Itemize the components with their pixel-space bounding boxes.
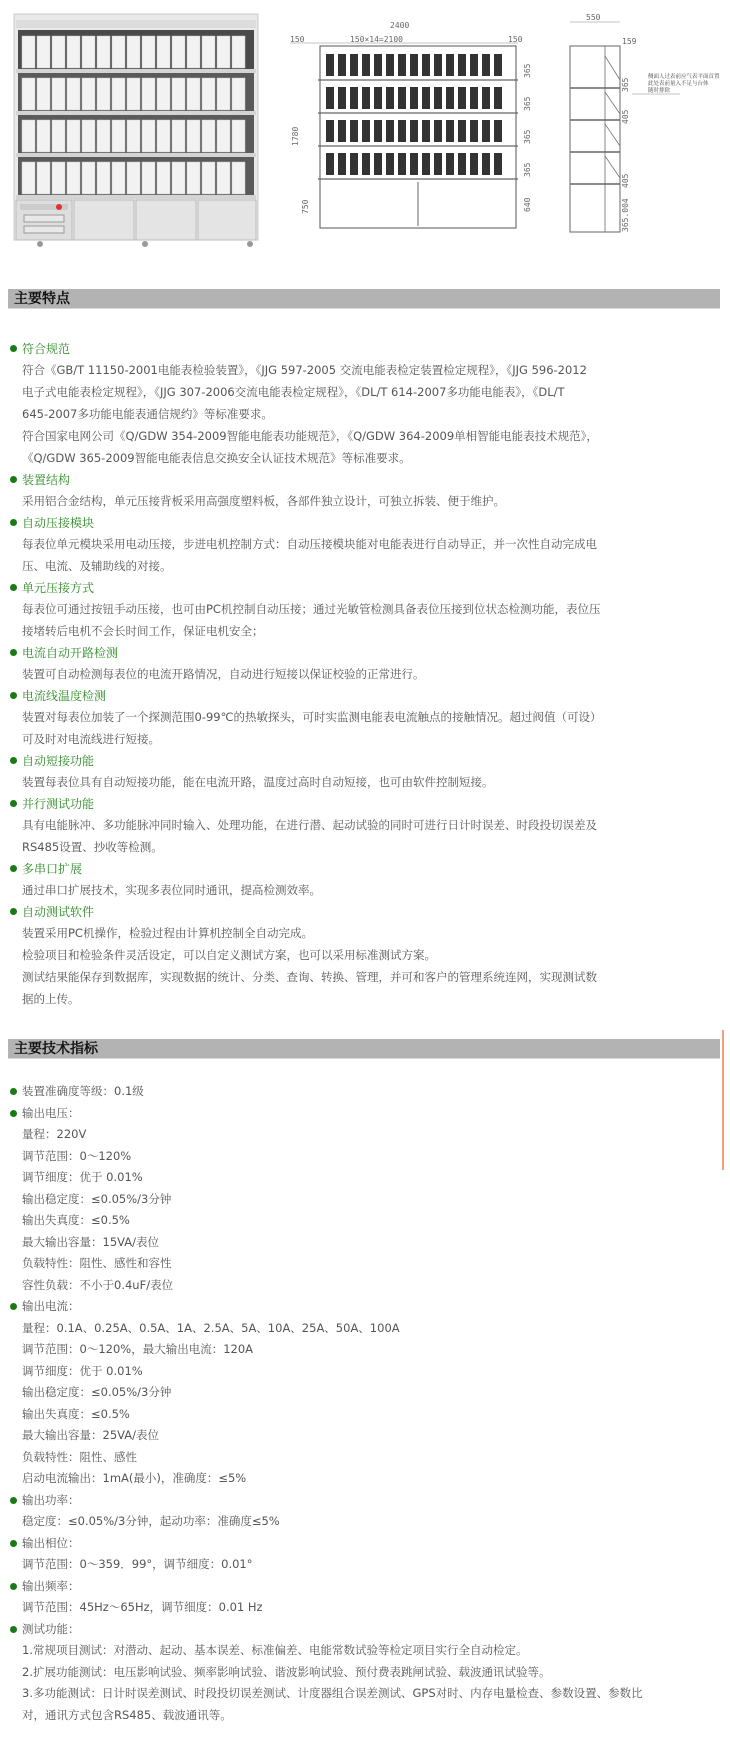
spec-line: 调节范围：0～120%，最大输出电流：120A	[22, 1342, 254, 1356]
feature-item	[8, 858, 728, 901]
feature-text: 装置对每表位加装了一个探测范围0-99℃的热敏探头，可时实监测电能表电流触点的接触情况。超过阀值（可设）	[22, 710, 602, 724]
svg-text:365: 365	[523, 129, 532, 144]
spec-line: 启动电流输出：1mA(最小)，准确度：≤5%	[22, 1471, 247, 1485]
bullet-icon	[10, 519, 17, 526]
feature-item	[8, 469, 728, 512]
feature-text: 每表位单元模块采用电动压接，步进电机控制方式：自动压接模块能对电能表进行自动导正，并一次性自动完成电	[22, 537, 597, 551]
svg-text:365.004: 365.004	[621, 198, 630, 232]
bullet-icon	[10, 1088, 17, 1095]
feature-title: 多串口扩展	[22, 862, 83, 876]
spec-item: 输出功率：	[8, 1490, 728, 1512]
spec-line: 输出稳定度：≤0.05%/3分钟	[22, 1385, 172, 1399]
spec-line: 3.多功能测试：日计时误差测试、时段投切误差测试、计度器组合误差测试、GPS对时、内存电量检查、参数设置、参数比	[22, 1686, 643, 1700]
feature-text: 装置采用PC机操作，检验过程由计算机控制全自动完成。	[22, 926, 313, 940]
svg-text:侧面人过表前应气表平面首置: 侧面人过表前应气表平面首置	[648, 74, 720, 80]
spec-item: 输出相位：	[8, 1533, 728, 1555]
spec-line: 调节细度：优于 0.01%	[22, 1363, 143, 1378]
bullet-icon	[10, 1497, 17, 1504]
feature-item	[8, 642, 728, 685]
svg-text:150: 150	[508, 35, 523, 44]
feature-item	[8, 750, 728, 793]
svg-text:365: 365	[621, 77, 630, 92]
spec-line: 容性负载：不小于0.4uF/表位	[22, 1277, 174, 1292]
feature-text: 具有电能脉冲、多功能脉冲同时输入、处理功能，在进行潜、起动试验的同时可进行日计时误差、时段投切误差及	[22, 818, 597, 832]
spec-item: 输出电流：	[8, 1296, 728, 1318]
feature-text: 接堵转后电机不会长时间工作，保证电机安全；	[22, 624, 264, 638]
feature-text: 检验项目和检验条件灵活设定，可以自定义测试方案，也可以采用标准测试方案。	[22, 948, 436, 962]
bullet-icon	[10, 908, 17, 915]
svg-text:405: 405	[621, 109, 630, 124]
feature-title: 自动压接模块	[22, 516, 95, 530]
feature-title: 并行测试功能	[22, 797, 95, 811]
bullet-icon	[10, 1110, 17, 1117]
spec-line: 最大输出容量：15VA/表位	[22, 1234, 160, 1249]
bullet-icon	[10, 757, 17, 764]
bullet-icon	[10, 1540, 17, 1547]
feature-title: 电流自动开路检测	[22, 646, 119, 660]
spec-line: 输出失真度：≤0.5%	[22, 1406, 130, 1421]
feature-item	[8, 577, 728, 642]
feature-item	[8, 512, 728, 577]
bullet-icon	[10, 649, 17, 656]
features-list	[8, 338, 728, 1010]
feature-title: 自动测试软件	[22, 905, 95, 919]
feature-title: 装置结构	[22, 473, 71, 487]
svg-text:365: 365	[523, 63, 532, 78]
bullet-icon	[10, 476, 17, 483]
feature-title: 单元压接方式	[22, 581, 95, 595]
spec-line: 调节范围：0～120%	[22, 1148, 132, 1163]
spec-line: 输出稳定度：≤0.05%/3分钟	[22, 1191, 172, 1206]
spec-line: 2.扩展功能测试：电压影响试验、频率影响试验、谐波影响试验、预付费表跳闸试验、载波通讯试验等。	[22, 1664, 551, 1679]
svg-text:此处表前量入不足与台体: 此处表前量入不足与台体	[648, 81, 709, 87]
spec-line: 稳定度：≤0.05%/3分钟，起动功率：准确度≤5%	[22, 1514, 280, 1528]
feature-text: RS485设置、抄收等检测。	[22, 840, 163, 854]
spec-item: 输出电压：	[8, 1103, 728, 1125]
section-header-features: 主要特点	[8, 289, 720, 309]
svg-text:1780: 1780	[291, 126, 300, 146]
bullet-icon	[10, 1583, 17, 1590]
spec-line: 对，通讯方式包含RS485、载波通讯等。	[22, 1707, 232, 1722]
specs-list	[8, 1081, 728, 1726]
spec-line: 调节范围：0～359．99°，调节细度：0.01°	[22, 1557, 253, 1571]
feature-text: 采用铝合金结构，单元压接背板采用高强度塑料板，各部件独立设计，可独立拆装、便于维护。	[22, 494, 505, 508]
feature-text: 可及时对电流线进行短接。	[22, 732, 160, 746]
spec-line: 1.常规项目测试：对潜动、起动、基本误差、标准偏差、电能常数试验等检定项目实行全自动检定。	[22, 1643, 528, 1657]
section-header-specs: 主要技术指标	[8, 1039, 720, 1059]
feature-item	[8, 338, 728, 469]
spec-line: 负载特性：阻性、感性和容性	[22, 1256, 172, 1270]
feature-item	[8, 901, 728, 1010]
bullet-icon	[10, 865, 17, 872]
spec-line: 调节细度：优于 0.01%	[22, 1170, 143, 1184]
feature-text: 据的上传。	[22, 992, 80, 1006]
feature-text: 装置可自动检测每表位的电流开路情况，自动进行短接以保证校验的正常进行。	[22, 667, 425, 681]
svg-text:405: 405	[621, 173, 630, 188]
svg-text:750: 750	[301, 199, 310, 214]
spec-item: 装置准确度等级：0.1级	[8, 1081, 728, 1103]
feature-title: 电流线温度检测	[22, 689, 107, 703]
svg-text:随时排除: 随时排除	[648, 88, 671, 94]
spec-item: 测试功能：	[8, 1619, 728, 1641]
svg-text:159: 159	[622, 37, 637, 46]
feature-text: 645-2007多功能电能表通信规约》等标准要求。	[22, 407, 273, 421]
feature-text: 电子式电能表检定规程》，《JJG 307-2006交流电能表检定规程》，《DL/T 614-2007多功能电能表》，《DL/T	[22, 385, 565, 399]
bullet-icon	[10, 1626, 17, 1633]
feature-text: 每表位可通过按钮手动压接，也可由PC机控制自动压接；通过光敏管检测具备表位压接到位状态检测功能，表位压	[22, 602, 601, 616]
bullet-icon	[10, 584, 17, 591]
spec-line: 量程：0.1A、0.25A、0.5A、1A、2.5A、5A、10A、25A、50A、100A	[22, 1320, 400, 1335]
bullet-icon	[10, 1303, 17, 1310]
feature-title: 符合规范	[22, 342, 71, 356]
svg-text:365: 365	[523, 96, 532, 111]
svg-text:2400: 2400	[390, 21, 410, 30]
feature-text: 压、电流、及辅助线的对接。	[22, 559, 172, 573]
spec-line: 量程：220V	[22, 1127, 87, 1141]
feature-item	[8, 685, 728, 750]
feature-text: 《Q/GDW 365-2009智能电能表信息交换安全认证技术规范》等标准要求。	[22, 451, 411, 465]
bullet-icon	[10, 800, 17, 807]
feature-text: 装置每表位具有自动短接功能，能在电流开路，温度过高时自动短接，也可由软件控制短接。	[22, 775, 494, 789]
side-dimension-drawing	[560, 8, 730, 240]
svg-text:640: 640	[523, 197, 532, 212]
svg-text:150×14=2100: 150×14=2100	[350, 35, 403, 44]
svg-text:150: 150	[290, 35, 305, 44]
svg-text:365: 365	[523, 162, 532, 177]
spec-line: 输出失真度：≤0.5%	[22, 1213, 130, 1227]
feature-text: 测试结果能保存到数据库，实现数据的统计、分类、查询、转换、管理，并可和客户的管理系统连网，实现测试数	[22, 970, 597, 984]
feature-title: 自动短接功能	[22, 754, 95, 768]
spec-line: 最大输出容量：25VA/表位	[22, 1428, 160, 1442]
feature-text: 符合国家电网公司《Q/GDW 354-2009智能电能表功能规范》，《Q/GDW 364-2009单相智能电能表技术规范》，	[22, 429, 598, 443]
front-dimension-drawing	[290, 12, 550, 240]
bullet-icon	[10, 692, 17, 699]
spec-line: 调节范围：45Hz～65Hz，调节细度：0.01 Hz	[22, 1600, 263, 1614]
feature-text: 符合《GB/T 11150-2001电能表检验装置》，《JJG 597-2005 交流电能表检定装置检定规程》，《JJG 596-2012	[22, 363, 587, 377]
spec-line: 负载特性：阻性、感性	[22, 1449, 137, 1464]
feature-text: 通过串口扩展技术，实现多表位同时通讯，提高检测效率。	[22, 883, 321, 897]
product-photo	[12, 12, 260, 249]
bullet-icon	[10, 345, 17, 352]
svg-text:550: 550	[586, 13, 601, 22]
spec-item: 输出频率：	[8, 1576, 728, 1598]
feature-item	[8, 793, 728, 858]
